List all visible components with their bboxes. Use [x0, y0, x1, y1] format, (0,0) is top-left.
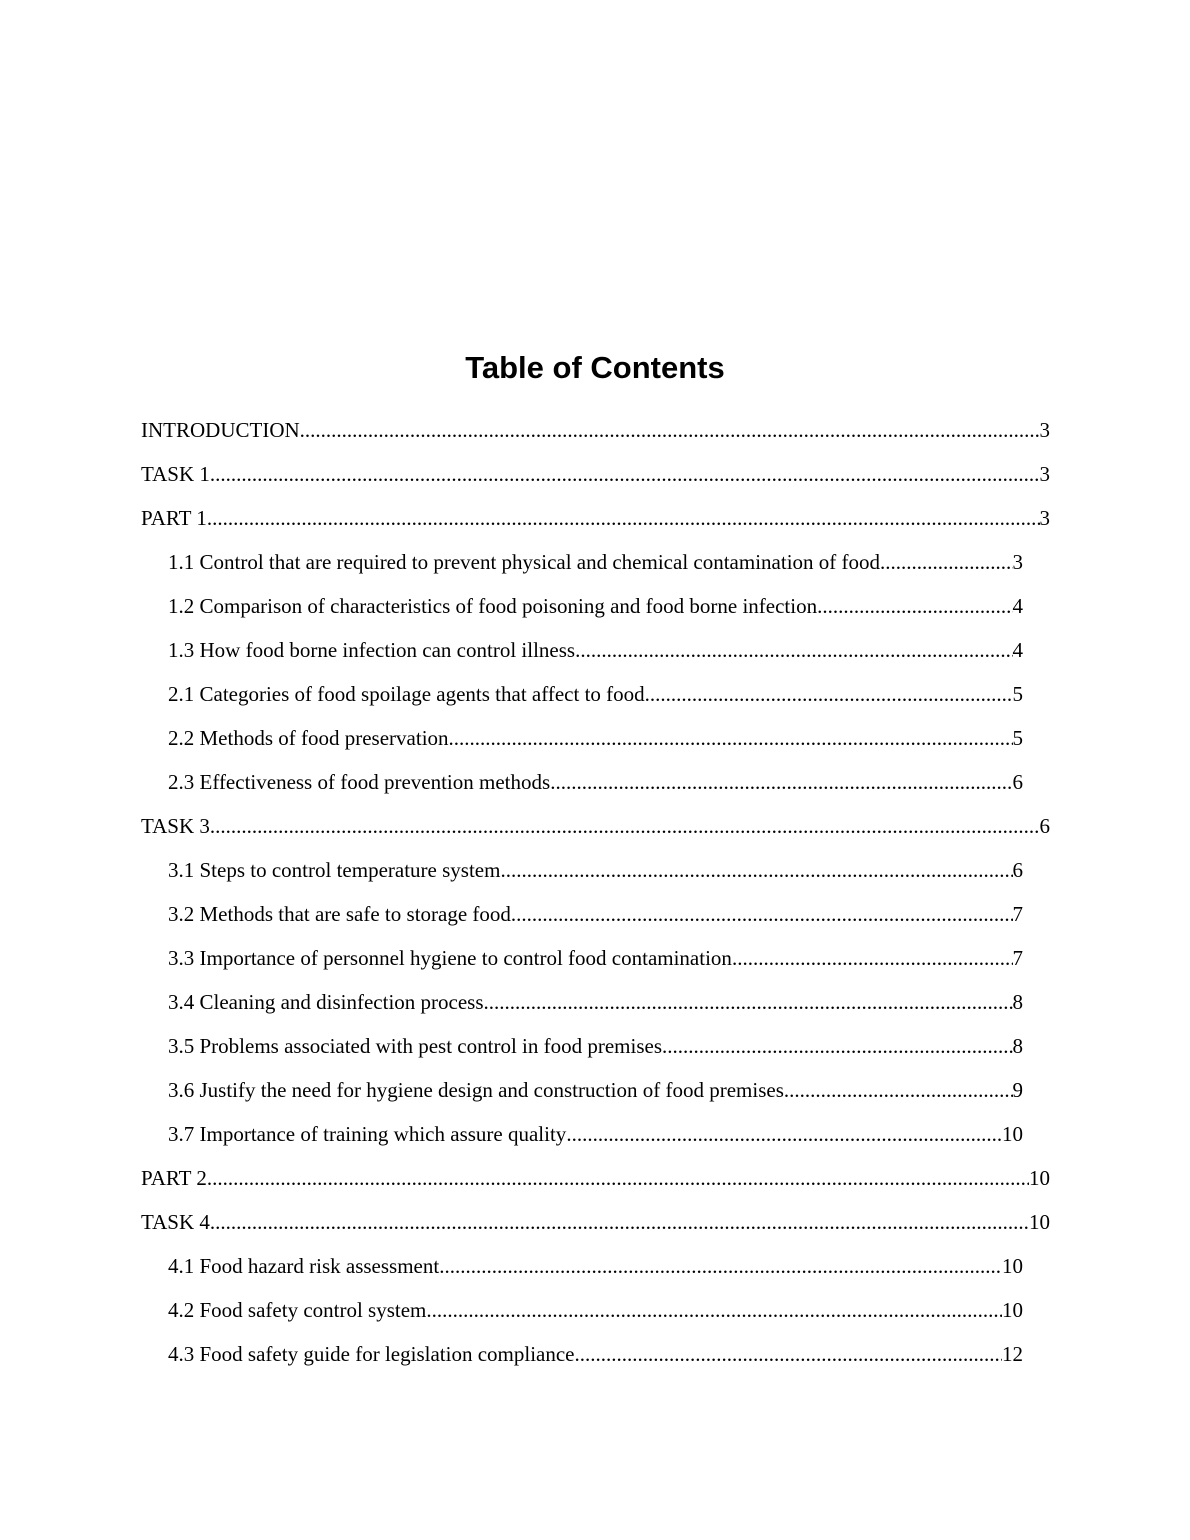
toc-entry-label: PART 2 — [141, 1165, 207, 1190]
toc-dot-leader — [439, 1254, 1002, 1279]
toc-entry-page-number: 9 — [1012, 1077, 1023, 1102]
toc-entry-label: 2.2 Methods of food preservation — [168, 725, 449, 750]
toc-dot-leader — [575, 1342, 1003, 1367]
toc-entry-page-number: 7 — [1012, 901, 1023, 926]
toc-entry-page-number: 12 — [1002, 1341, 1023, 1366]
toc-entry-label: TASK 4 — [141, 1209, 210, 1234]
toc-entry[interactable] — [168, 540, 1023, 584]
toc-dot-leader — [645, 682, 1013, 707]
table-of-contents — [0, 408, 1190, 1376]
toc-entry[interactable] — [168, 980, 1023, 1024]
toc-title: Table of Contents — [465, 350, 725, 385]
toc-entry[interactable] — [168, 760, 1023, 804]
toc-dot-leader — [500, 858, 1012, 883]
toc-entry-label: 1.2 Comparison of characteristics of food poisoning and food borne infection — [168, 593, 818, 618]
toc-entry-page-number: 6 — [1039, 813, 1050, 838]
toc-dot-leader — [484, 990, 1013, 1015]
toc-entry-label: TASK 3 — [141, 813, 210, 838]
toc-entry[interactable] — [168, 628, 1023, 672]
toc-dot-leader — [880, 550, 1012, 575]
toc-entry-label: 3.3 Importance of personnel hygiene to control food contamination — [168, 945, 732, 970]
toc-entry-page-number: 3 — [1039, 417, 1050, 442]
toc-entry[interactable] — [141, 1156, 1050, 1200]
toc-entry-label: 4.1 Food hazard risk assessment — [168, 1253, 440, 1278]
toc-entry-page-number: 10 — [1002, 1297, 1023, 1322]
toc-entry-label: 3.5 Problems associated with pest control in food premises — [168, 1033, 663, 1058]
toc-entry-page-number: 3 — [1012, 549, 1023, 574]
toc-entry-page-number: 5 — [1012, 681, 1023, 706]
toc-dot-leader — [550, 770, 1012, 795]
toc-entry[interactable] — [168, 1244, 1023, 1288]
toc-entry-page-number: 10 — [1002, 1253, 1023, 1278]
toc-dot-leader — [566, 1122, 1002, 1147]
toc-entry-label: 3.6 Justify the need for hygiene design and construction of food premises — [168, 1077, 784, 1102]
toc-dot-leader — [575, 638, 1012, 663]
toc-dot-leader — [426, 1298, 1002, 1323]
toc-dot-leader — [449, 726, 1013, 751]
toc-entry[interactable] — [168, 672, 1023, 716]
toc-entry-label: 3.7 Importance of training which assure quality — [168, 1121, 567, 1146]
toc-entry[interactable] — [141, 804, 1050, 848]
toc-entry[interactable] — [141, 496, 1050, 540]
toc-entry-label: 3.1 Steps to control temperature system — [168, 857, 501, 882]
toc-entry-label: 3.2 Methods that are safe to storage food — [168, 901, 511, 926]
toc-entry[interactable] — [168, 584, 1023, 628]
toc-entry-page-number: 6 — [1012, 857, 1023, 882]
toc-dot-leader — [210, 1210, 1029, 1235]
toc-entry-label: 2.3 Effectiveness of food prevention methods — [168, 769, 551, 794]
toc-entry[interactable] — [141, 452, 1050, 496]
toc-entry[interactable] — [168, 1288, 1023, 1332]
toc-entry[interactable] — [168, 1068, 1023, 1112]
toc-entry-label: PART 1 — [141, 505, 207, 530]
toc-dot-leader — [300, 418, 1040, 443]
toc-entry-page-number: 3 — [1039, 505, 1050, 530]
toc-entry[interactable] — [168, 1332, 1023, 1376]
toc-entry-page-number: 10 — [1002, 1121, 1023, 1146]
toc-entry-page-number: 5 — [1012, 725, 1023, 750]
toc-dot-leader — [207, 506, 1040, 531]
toc-entry-page-number: 8 — [1012, 1033, 1023, 1058]
toc-entry[interactable] — [141, 408, 1050, 452]
toc-dot-leader — [210, 462, 1040, 487]
toc-entry-page-number: 3 — [1039, 461, 1050, 486]
toc-entry-page-number: 4 — [1012, 637, 1023, 662]
toc-entry-page-number: 7 — [1012, 945, 1023, 970]
toc-entry-label: 4.2 Food safety control system — [168, 1297, 427, 1322]
toc-entry-label: 3.4 Cleaning and disinfection process — [168, 989, 484, 1014]
toc-entry[interactable] — [168, 716, 1023, 760]
toc-entry-page-number: 6 — [1012, 769, 1023, 794]
toc-dot-leader — [817, 594, 1012, 619]
toc-entry-page-number: 10 — [1029, 1165, 1050, 1190]
toc-entry[interactable] — [168, 1112, 1023, 1156]
toc-entry[interactable] — [168, 892, 1023, 936]
toc-entry-label: 1.3 How food borne infection can control illness — [168, 637, 576, 662]
toc-entry-label: 1.1 Control that are required to prevent physical and chemical contamination of food — [168, 549, 881, 574]
toc-entry-label: 2.1 Categories of food spoilage agents that affect to food — [168, 681, 645, 706]
toc-dot-leader — [784, 1078, 1013, 1103]
toc-dot-leader — [210, 814, 1040, 839]
toc-entry-label: INTRODUCTION — [141, 417, 300, 442]
toc-dot-leader — [732, 946, 1013, 971]
toc-entry[interactable] — [168, 1024, 1023, 1068]
toc-dot-leader — [207, 1166, 1029, 1191]
toc-entry-page-number: 10 — [1029, 1209, 1050, 1234]
toc-entry[interactable] — [168, 848, 1023, 892]
toc-entry-label: 4.3 Food safety guide for legislation compliance — [168, 1341, 575, 1366]
toc-entry[interactable] — [141, 1200, 1050, 1244]
toc-entry-page-number: 8 — [1012, 989, 1023, 1014]
toc-entry[interactable] — [168, 936, 1023, 980]
toc-dot-leader — [511, 902, 1013, 927]
toc-entry-page-number: 4 — [1012, 593, 1023, 618]
toc-entry-label: TASK 1 — [141, 461, 210, 486]
toc-dot-leader — [662, 1034, 1012, 1059]
